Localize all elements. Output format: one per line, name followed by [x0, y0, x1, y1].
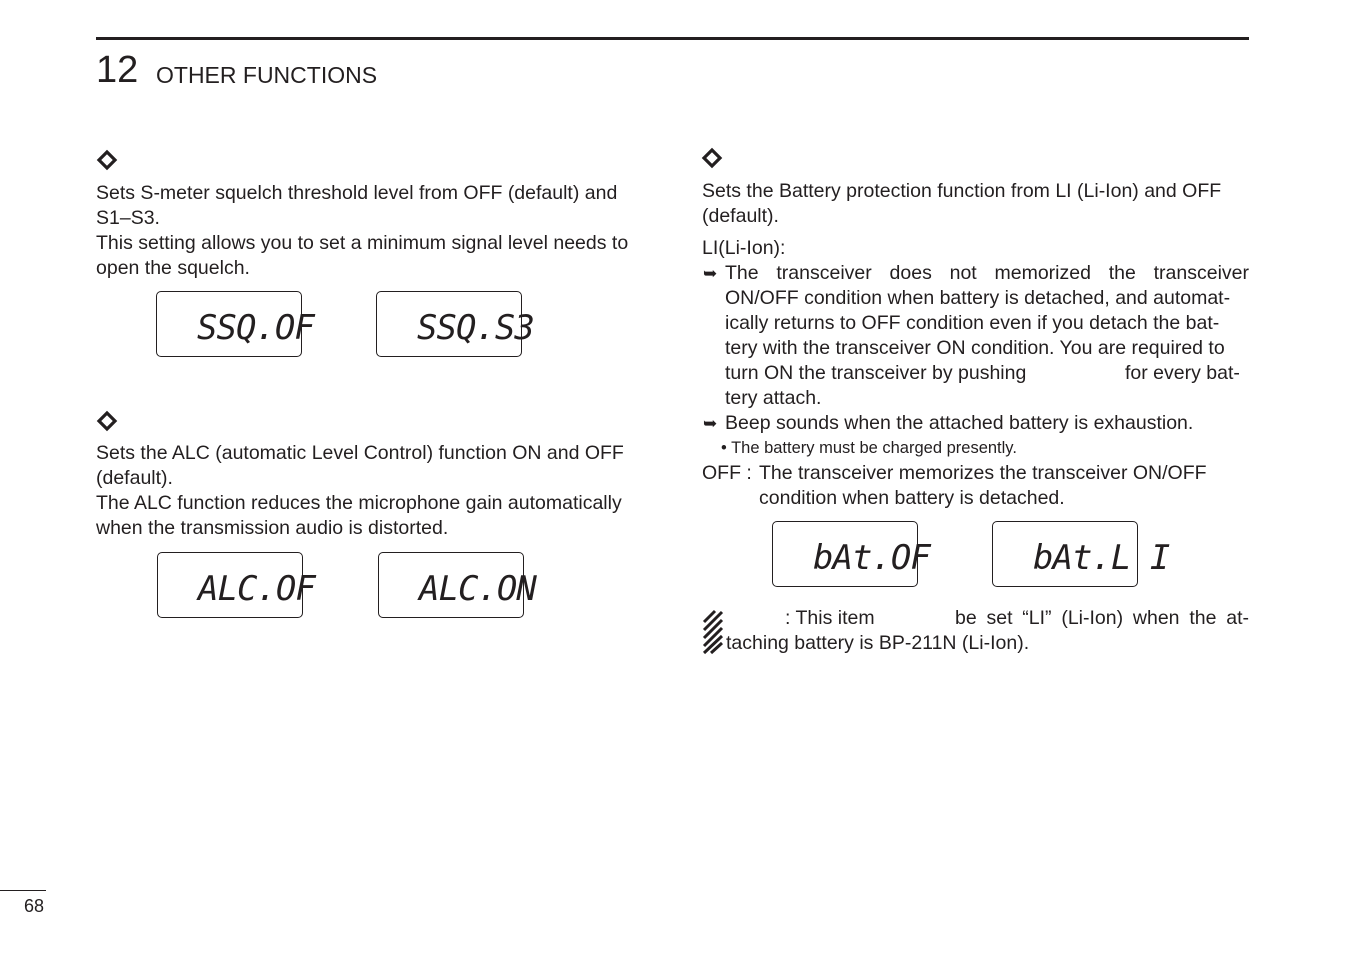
- lcd-alc-off: [157, 552, 315, 618]
- lcd-battery-li-text: bAt.L I: [1033, 538, 1170, 578]
- lcd-alc-on: [378, 552, 536, 618]
- squelch-description: Sets S-meter squelch threshold level from OFF (default) and S1–S3.: [96, 182, 618, 229]
- diamond-icon: [97, 150, 117, 170]
- chapter-title: OTHER FUNCTIONS: [156, 62, 378, 88]
- page-number-rule: [0, 890, 46, 891]
- squelch-detail: This setting allows you to set a minimum signal level needs to open the squelch.: [96, 232, 629, 279]
- note-icon: [703, 610, 723, 654]
- lcd-squelch-off-text: SSQ.OF: [197, 308, 314, 348]
- lcd-alc-off-text: ALC.OF: [198, 569, 315, 609]
- note-line2: taching battery is BP-211N (Li-Ion).: [726, 632, 1030, 654]
- bullet1-line2: ON/OFF condition when battery is detached, and automat-: [725, 287, 1231, 309]
- alc-detail: The ALC function reduces the microphone gain automatically when the transmission audio is distorted.: [96, 492, 622, 539]
- chapter-number: 12: [96, 49, 139, 91]
- bullet1-line5a: turn ON the transceiver by pushing: [725, 362, 1027, 384]
- page-number: 68: [24, 896, 45, 916]
- charge-subnote: • The battery must be charged presently.: [721, 439, 1017, 457]
- lcd-battery-off: [772, 521, 930, 587]
- bullet1-line6: tery attach.: [725, 387, 822, 409]
- bullet1-line4: tery with the transceiver ON condition. You are required to: [725, 337, 1225, 359]
- off-line2: condition when battery is detached.: [759, 487, 1065, 509]
- note-part-b: be set “LI” (Li-Ion) when the at-: [955, 607, 1249, 629]
- arrow-bullet-icon: ➥: [703, 264, 718, 283]
- lcd-alc-on-text: ALC.ON: [419, 569, 536, 609]
- arrow-bullet-icon: ➥: [703, 414, 718, 433]
- lcd-squelch-s3: [376, 291, 534, 357]
- li-ion-label: LI(Li-Ion):: [702, 237, 786, 259]
- lcd-squelch-off: [156, 291, 314, 357]
- diamond-icon: [97, 411, 117, 431]
- bullet2-text: Beep sounds when the attached battery is exhaustion.: [725, 412, 1194, 434]
- bullet1-line3: ically returns to OFF condition even if you detach the bat-: [725, 312, 1220, 334]
- bullet1-line5b: for every bat-: [1125, 362, 1240, 384]
- lcd-squelch-s3-text: SSQ.S3: [417, 308, 534, 348]
- bullet1-line1: The transceiver does not memorized the transceiver: [725, 262, 1249, 284]
- header-rule: [96, 37, 1249, 40]
- off-line1: The transceiver memorizes the transceiver ON/OFF: [759, 462, 1207, 484]
- alc-description: Sets the ALC (automatic Level Control) function ON and OFF (default).: [96, 442, 624, 489]
- lcd-battery-li: [992, 521, 1170, 587]
- off-label: OFF :: [702, 462, 752, 484]
- diamond-icon: [702, 148, 722, 168]
- note-part-a: : This item: [785, 607, 875, 629]
- battery-description: Sets the Battery protection function from LI (Li-Ion) and OFF (default).: [702, 180, 1222, 227]
- lcd-battery-off-text: bAt.OF: [813, 538, 930, 578]
